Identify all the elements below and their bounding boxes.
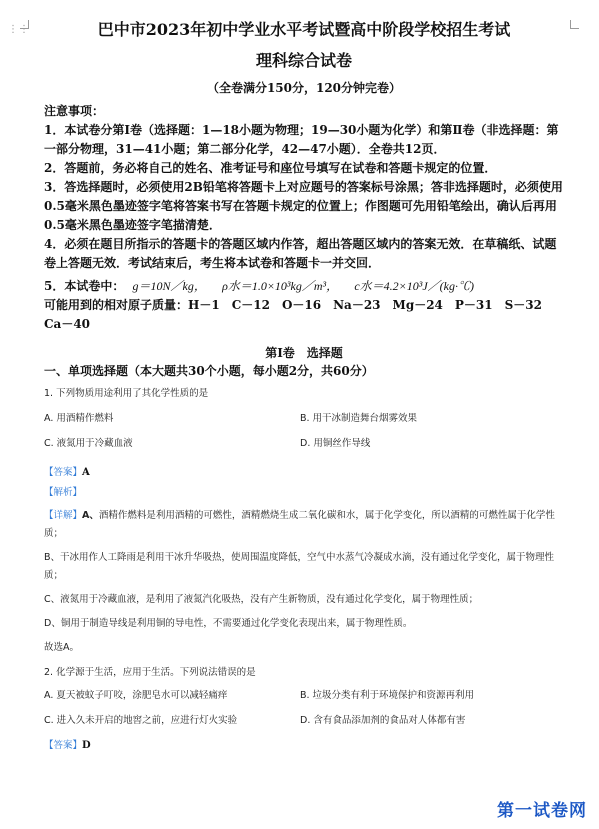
notice-heading: 注意事项： [44,104,105,118]
exam-title: 巴中市2023年初中学业水平考试暨高中阶段学校招生考试 [97,20,511,39]
detail-tag: 【详解】 [44,510,83,521]
exam-score-time: （全卷满分150分，120分钟完卷） [206,81,402,95]
drag-handle-icon[interactable]: ⋮⋮ [8,24,30,35]
question-1-analysis [44,485,564,501]
option-d: D. 用铜丝作导线 [300,438,371,449]
option-a: A. 夏天被蚊子叮咬，涂肥皂水可以减轻痛痒 [44,690,228,701]
option-c: C. 液氮用于冷藏血液 [44,438,133,449]
detail-text: 酒精作燃料是利用酒精的可燃性，酒精燃烧生成二氧化碳和水，属于化学变化，所以酒精的可燃性属于化学性质； [44,510,555,539]
margin-corner-mark [570,20,579,29]
option-c: C. 进入久未开启的地窖之前，应进行灯火实验 [44,715,238,726]
notice-item-constants [44,277,564,296]
margin-corner-mark [20,20,29,29]
document-content [44,18,564,754]
answer-tag: 【答案】 [44,467,83,478]
formula-water-density: ρ水＝1.0×10³kg／m³， [222,279,339,293]
notice-item: 3．答选择题时，必须使用2B铅笔将答题卡上对应题号的答案标号涂黑；答非选择题时，必须使用0.5毫米黑色墨迹签字笔将答案书写在答题卡规定的位置上；作图题可先用铅笔绘出，确认后再用0.5毫米黑色墨迹签字笔描清楚． [44,180,563,232]
atomic-masses: 可能用到的相对原子质量：H－1 C－12 O－16 Na－23 Mg－24 P－31 S－32 Ca－40 [44,298,555,331]
question-1-answer [44,465,564,481]
section-title: 第Ⅰ卷 选择题 [265,346,343,360]
question-2-answer [44,738,564,754]
answer-value: D [82,740,91,751]
notice-item: 2．答题前，务必将自己的姓名、准考证号和座位号填写在试卷和答题卡规定的位置． [44,161,497,175]
constants-label: 5．本试卷中： [44,279,125,293]
watermark-logo: 第一试卷网 [497,801,587,821]
option-d: D. 含有食品添加剂的食品对人体都有害 [300,715,466,726]
question-1-detail-a [44,507,564,543]
option-b: B. 用干冰制造舞台烟雾效果 [300,413,418,424]
answer-value: A [82,467,90,478]
question-2-options [44,688,564,738]
part-title: 一、单项选择题（本大题共30个小题，每小题2分，共60分） [44,364,374,378]
formula-gravity: g＝10N／kg， [132,279,206,293]
answer-tag: 【答案】 [44,740,83,751]
exam-subject: 理科综合试卷 [255,51,352,70]
question-1-options [44,411,564,461]
formula-water-heat: c水＝4.2×10³J／(kg·℃) [354,279,474,293]
question-2-stem: 2. 化学源于生活，应用于生活。下列说法错误的是 [44,667,256,678]
notice-item: 4．必须在题目所指示的答题卡的答题区域内作答，超出答题区域内的答案无效．在草稿纸、试题卷上答题无效．考试结束后，考生将本试卷和答题卡一并交回． [44,237,557,270]
analysis-tag: 【解析】 [44,487,83,498]
notice-list [44,121,564,273]
question-1-detail-b: B、干冰用作人工降雨是利用干冰升华吸热，使周围温度降低，空气中水蒸气冷凝成水滴，没有通过化学变化，属于物理性质； [44,552,555,581]
detail-lead: A、 [82,510,99,521]
notice-item: 1．本试卷分第Ⅰ卷（选择题：1—18小题为物理；19—30小题为化学）和第Ⅱ卷（非选择题：第一部分物理，31—41小题；第二部分化学，42—47小题）．全卷共12页． [44,123,559,156]
option-a: A. 用酒精作燃料 [44,413,114,424]
question-1-stem: 1. 下列物质用途利用了其化学性质的是 [44,388,209,399]
option-b: B. 垃圾分类有利于环境保护和资源再利用 [300,690,475,701]
question-1-conclusion: 故选A。 [44,642,79,653]
question-1-detail-c: C、液氮用于冷藏血液，是利用了液氮汽化吸热，没有产生新物质，没有通过化学变化，属于物理性质； [44,594,479,605]
question-1-detail-d: D、铜用于制造导线是利用铜的导电性，不需要通过化学变化表现出来，属于物理性质。 [44,618,413,629]
